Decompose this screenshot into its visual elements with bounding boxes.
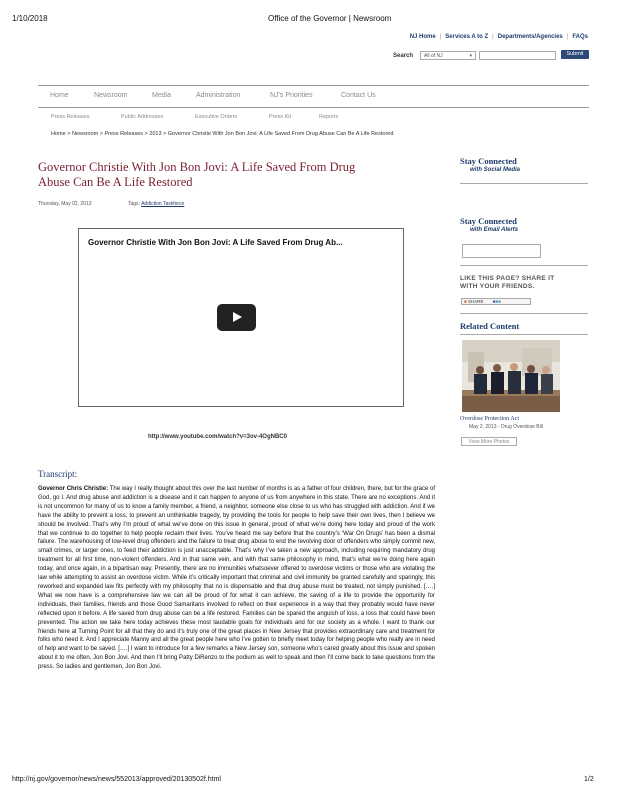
sidebar-divider: [460, 265, 588, 266]
view-more-photos-button[interactable]: View More Photos: [461, 437, 517, 446]
nav-newsroom[interactable]: Newsroom: [94, 92, 128, 99]
related-photo[interactable]: [462, 340, 560, 412]
search-submit-button[interactable]: Submit: [561, 50, 589, 59]
nav-home[interactable]: Home: [50, 92, 69, 99]
main-nav: [38, 85, 589, 108]
sidebar-divider: [460, 183, 588, 184]
sidebar-divider: [460, 313, 588, 314]
more-icon: ■: [498, 299, 501, 304]
page-title-line-1: Governor Christie With Jon Bon Jovi: A Life Saved From Drug: [38, 160, 356, 174]
subnav-press-kit[interactable]: Press Kit: [269, 114, 292, 120]
related-content-title: Related Content: [460, 321, 520, 331]
page-title: [38, 160, 448, 190]
chevron-down-icon: ▾: [469, 53, 472, 59]
transcript-body: [38, 485, 435, 672]
print-date: 1/10/2018: [12, 14, 48, 23]
like-line-1: LIKE THIS PAGE? SHARE IT: [460, 275, 555, 282]
top-link-nj-home[interactable]: NJ Home: [409, 34, 436, 40]
related-date: May 2, 2013 - Drug Overdose Bill: [469, 424, 543, 430]
play-button[interactable]: [217, 304, 256, 331]
tag-link[interactable]: Addiction Taskforce: [141, 201, 185, 207]
search-input[interactable]: [479, 51, 556, 60]
transcript-heading: Transcript:: [38, 469, 78, 479]
article-tags: [128, 201, 184, 207]
stay-connected-social-sub[interactable]: with Social Media: [470, 167, 521, 173]
twitter-icon: ■: [495, 299, 499, 304]
page-title-line-2: Abuse Can Be A Life Restored: [38, 175, 193, 189]
subnav-executive-orders[interactable]: Executive Orders: [195, 114, 238, 120]
share-button[interactable]: [461, 298, 531, 305]
play-icon: [233, 312, 242, 322]
nav-media[interactable]: Media: [152, 92, 172, 99]
related-photo-image: [462, 340, 560, 412]
footer-url: http://nj.gov/governor/news/news/552013/approved/20130502f.html: [12, 776, 221, 783]
print-title: Office of the Governor | Newsroom: [268, 14, 392, 23]
breadcrumb[interactable]: Home > Newsroom > Press Releases > 2013 > Governor Christie With Jon Bon Jovi: A Life Saved From Drug Abuse Can Be A Life Restored: [51, 131, 394, 137]
footer-page-number: 1/2: [584, 776, 594, 783]
search-label: Search: [393, 53, 414, 59]
search-scope-select[interactable]: [420, 51, 476, 60]
speaker-name: Governor Chris Christie:: [38, 486, 109, 492]
top-link-services[interactable]: Services A to Z: [445, 34, 489, 40]
top-link-departments[interactable]: Departments/Agencies: [497, 34, 563, 40]
subnav-reports[interactable]: Reports: [319, 114, 339, 120]
top-link-faqs[interactable]: FAQs: [572, 34, 588, 40]
facebook-icon: ■: [492, 299, 496, 304]
video-title[interactable]: Governor Christie With Jon Bon Jovi: A Life Saved From Drug Ab...: [88, 238, 343, 247]
video-url[interactable]: http://www.youtube.com/watch?v=3ov-4OgNBC0: [148, 434, 287, 440]
nav-administration[interactable]: Administration: [196, 92, 241, 99]
video-embed[interactable]: [78, 228, 404, 407]
transcript-text: The way I really thought about this over the last number of months is as a father of four children, there, but for the grace of God, go I. And drug abuse and addiction is a disease and it can happen to anyone of us from anywhere in this state. There are no exceptions. And it is not uncommon for many of us to know a family member, a friend, a neighbor, someone else close to us who has struggled with addiction. And if we have the ability to prevent a loss, to prevent an unthinkable tragedy, by providing the tools for people to help save their own lives, then I believe we should be involved. That’s why I’m proud of what we’ve done on this issue in general, proud of what we’re doing here today and proud of the work that we continue to do together to help people reclaim their lives. You’ve heard me say before that the country’s ‘War On Drugs’ has been a dismal failure. The warehousing of low-level drug offenders and the failure to treat drug abuse to end the revolving door of offenders who simply commit new, small crimes, or larger ones, to feed their addiction is just unacceptable. That’s why I’ve taken a new approach, including requiring mandatory drug treatment for all first time, non-violent offenders. And in that same vein, and with that same philosophy in mind, that’s what we’re doing here again today, and once again, in a bipartisan way. Presently, there are no immunities whatsoever offered to overdose victims or those who are violating the law while attempting to assist an overdose victim. While it’s critically important that criminal and civil immunity be granted carefully and sparingly, this reworked and expanded law fits perfectly with my philosophy that no is dispensable and that drug abuse must be treated, not simply punished. [….] What we now have is a comprehensive law we can all be proud of for what it can achieve, the saving of a life to provide the opportunity for individuals, their families, friends and those Good Samaritans involved to reflect on their experience in a way that they probably would have never reflected upon it before. A life saved from drug abuse can be a life restored. Families can be spared the anguish of loss, a loss that could have been prevented. The action we take here today achieves these most laudable goals for individuals and for our society as a whole. I want to thank our friends here at Turning Point for all that they do and it’s truly one of the great places in New Jersey that provides extraordinary care and treatment for folks who need it. And I appreciate Manny and all the great people here who I’ve gotten to briefly meet today for helping people who really are in need of help and want to be saved. [….] I want to introduce for a few remarks a New Jersey son, someone who’s cared greatly about this issue and spoken about it to me often, Jon Bon Jovi. And then I’ll bring Patty DiRenzo to the podium as well to speak and then I’ll come back to take questions from the press. So ladies and gentlemen, Jon Bon Jovi.: [38, 486, 436, 671]
subnav-press-releases[interactable]: Press Releases: [51, 114, 90, 120]
tags-label: Tags:: [128, 201, 140, 207]
share-label: SHARE: [467, 299, 484, 304]
stay-connected-email-title: Stay Connected: [460, 216, 517, 226]
subnav-public-addresses[interactable]: Public Addresses: [121, 114, 164, 120]
like-share-prompt: [460, 275, 554, 291]
email-alert-input[interactable]: [462, 244, 541, 258]
top-links: NJ Home | Services A to Z | Departments/Agencies | FAQs: [409, 34, 588, 40]
sidebar-divider: [460, 334, 588, 335]
stay-connected-social-title: Stay Connected: [460, 156, 517, 166]
like-line-2: WITH YOUR FRIENDS.: [460, 283, 535, 290]
article-date: Thursday, May 02, 2013: [38, 201, 92, 207]
nav-contact[interactable]: Contact Us: [341, 92, 376, 99]
share-icon: ■: [464, 299, 467, 304]
nav-priorities[interactable]: NJ's Priorities: [270, 92, 313, 99]
related-link[interactable]: Overdose Protection Act: [460, 416, 519, 422]
search-scope-value: All of NJ: [424, 53, 443, 59]
stay-connected-email-sub[interactable]: with Email Alerts: [470, 227, 519, 233]
